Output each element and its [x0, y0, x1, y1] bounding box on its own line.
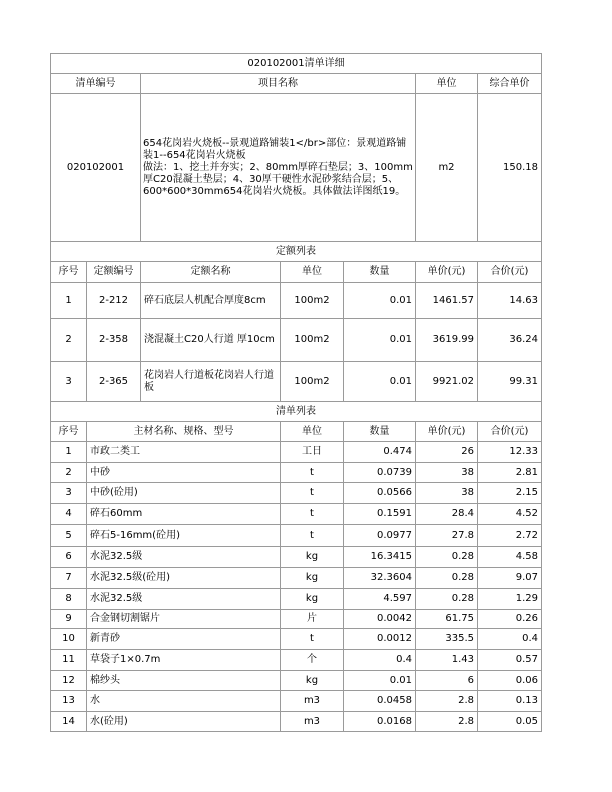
material-row: [51, 463, 542, 483]
material-name: 水泥32.5级: [87, 547, 281, 568]
material-name: 碎石60mm: [87, 504, 281, 525]
material-no: 10: [51, 629, 87, 650]
material-unit: m3: [281, 691, 344, 712]
quota-price: 9921.02: [416, 362, 478, 402]
material-qty: 0.0977: [344, 525, 416, 547]
material-unit: kg: [281, 671, 344, 691]
quota-price: 1461.57: [416, 283, 478, 319]
material-name: 中砂: [87, 463, 281, 483]
material-row: [51, 483, 542, 504]
quota-header-code: 定额编号: [87, 262, 141, 283]
material-qty: 0.0566: [344, 483, 416, 504]
material-unit: 个: [281, 650, 344, 671]
item-description: 654花岗岩火烧板--景观道路铺装1</br>部位：景观道路铺装1--654花岗岩火烧板 做法：1、挖土并夯实；2、80mm厚碎石垫层；3、100mm厚C20混凝土垫层；4、30厚干硬性水泥砂浆结合层；5、600*600*30mm654花岗岩火烧板。具体做法详图纸19。: [141, 94, 416, 242]
quota-header-name: 定额名称: [141, 262, 281, 283]
quota-unit: 100m2: [281, 283, 344, 319]
material-no: 5: [51, 525, 87, 547]
item-unit: m2: [416, 94, 478, 242]
material-total: 0.4: [478, 629, 542, 650]
material-header-total: 合价(元): [478, 422, 542, 442]
material-no: 2: [51, 463, 87, 483]
material-row: [51, 547, 542, 568]
material-header-price: 单价(元): [416, 422, 478, 442]
quota-no: 3: [51, 362, 87, 402]
material-price: 0.28: [416, 568, 478, 589]
header-unit: 单位: [416, 74, 478, 94]
material-total: 12.33: [478, 442, 542, 463]
material-name: 棉纱头: [87, 671, 281, 691]
quota-name: 花岗岩人行道板花岗岩人行道板: [141, 362, 281, 402]
material-total: 0.26: [478, 610, 542, 629]
material-row: [51, 589, 542, 610]
material-price: 0.28: [416, 547, 478, 568]
quota-section-title: 定额列表: [51, 242, 542, 262]
quota-name: 碎石底层人机配合厚度8cm: [141, 283, 281, 319]
material-name: 水(砼用): [87, 712, 281, 732]
material-header-name: 主材名称、规格、型号: [87, 422, 281, 442]
material-unit: t: [281, 629, 344, 650]
material-no: 12: [51, 671, 87, 691]
material-total: 0.06: [478, 671, 542, 691]
quota-total: 14.63: [478, 283, 542, 319]
material-no: 1: [51, 442, 87, 463]
material-no: 13: [51, 691, 87, 712]
material-price: 2.8: [416, 691, 478, 712]
quota-header-qty: 数量: [344, 262, 416, 283]
material-price: 61.75: [416, 610, 478, 629]
material-total: 0.13: [478, 691, 542, 712]
material-qty: 0.1591: [344, 504, 416, 525]
quota-header-price: 单价(元): [416, 262, 478, 283]
material-row: [51, 671, 542, 691]
material-header-qty: 数量: [344, 422, 416, 442]
material-name: 水泥32.5级: [87, 589, 281, 610]
material-total: 9.07: [478, 568, 542, 589]
material-no: 3: [51, 483, 87, 504]
quota-qty: 0.01: [344, 319, 416, 362]
material-qty: 32.3604: [344, 568, 416, 589]
material-name: 水: [87, 691, 281, 712]
material-name: 新青砂: [87, 629, 281, 650]
quota-header-no: 序号: [51, 262, 87, 283]
item-price: 150.18: [478, 94, 542, 242]
quota-unit: 100m2: [281, 362, 344, 402]
material-unit: m3: [281, 712, 344, 732]
material-price: 28.4: [416, 504, 478, 525]
material-name: 中砂(砼用): [87, 483, 281, 504]
material-price: 2.8: [416, 712, 478, 732]
material-total: 0.57: [478, 650, 542, 671]
material-no: 8: [51, 589, 87, 610]
material-price: 0.28: [416, 589, 478, 610]
material-price: 6: [416, 671, 478, 691]
material-no: 6: [51, 547, 87, 568]
material-total: 4.58: [478, 547, 542, 568]
material-row: [51, 442, 542, 463]
material-row: [51, 610, 542, 629]
material-unit: kg: [281, 568, 344, 589]
material-price: 27.8: [416, 525, 478, 547]
quota-code: 2-212: [87, 283, 141, 319]
material-qty: 0.4: [344, 650, 416, 671]
quota-no: 2: [51, 319, 87, 362]
material-no: 11: [51, 650, 87, 671]
material-total: 0.05: [478, 712, 542, 732]
material-section-title: 清单列表: [51, 402, 542, 422]
material-qty: 0.0168: [344, 712, 416, 732]
material-qty: 0.01: [344, 671, 416, 691]
quota-header-total: 合价(元): [478, 262, 542, 283]
material-row: [51, 629, 542, 650]
detail-table: [50, 53, 542, 732]
material-row: [51, 650, 542, 671]
material-row: [51, 525, 542, 547]
material-qty: 0.0739: [344, 463, 416, 483]
quota-qty: 0.01: [344, 362, 416, 402]
material-unit: t: [281, 525, 344, 547]
material-no: 14: [51, 712, 87, 732]
header-code: 清单编号: [51, 74, 141, 94]
material-unit: t: [281, 463, 344, 483]
material-total: 2.81: [478, 463, 542, 483]
material-row: [51, 691, 542, 712]
material-price: 1.43: [416, 650, 478, 671]
material-name: 水泥32.5级(砼用): [87, 568, 281, 589]
quota-code: 2-365: [87, 362, 141, 402]
item-code: 020102001: [51, 94, 141, 242]
quota-qty: 0.01: [344, 283, 416, 319]
material-no: 4: [51, 504, 87, 525]
material-row: [51, 504, 542, 525]
material-price: 26: [416, 442, 478, 463]
quota-price: 3619.99: [416, 319, 478, 362]
material-name: 合金钢切割锯片: [87, 610, 281, 629]
material-total: 4.52: [478, 504, 542, 525]
material-unit: kg: [281, 589, 344, 610]
material-no: 7: [51, 568, 87, 589]
material-header-no: 序号: [51, 422, 87, 442]
material-unit: 工日: [281, 442, 344, 463]
material-total: 2.72: [478, 525, 542, 547]
material-unit: t: [281, 483, 344, 504]
material-price: 38: [416, 463, 478, 483]
material-qty: 0.0012: [344, 629, 416, 650]
material-row: [51, 568, 542, 589]
material-qty: 0.0458: [344, 691, 416, 712]
material-name: 草袋子1×0.7m: [87, 650, 281, 671]
material-qty: 0.0042: [344, 610, 416, 629]
header-price: 综合单价: [478, 74, 542, 94]
quota-total: 99.31: [478, 362, 542, 402]
quota-unit: 100m2: [281, 319, 344, 362]
material-total: 2.15: [478, 483, 542, 504]
material-total: 1.29: [478, 589, 542, 610]
material-qty: 4.597: [344, 589, 416, 610]
quota-no: 1: [51, 283, 87, 319]
material-row: [51, 712, 542, 732]
quota-name: 浇混凝土C20人行道 厚10cm: [141, 319, 281, 362]
material-price: 38: [416, 483, 478, 504]
material-header-unit: 单位: [281, 422, 344, 442]
quota-header-unit: 单位: [281, 262, 344, 283]
material-unit: 片: [281, 610, 344, 629]
material-price: 335.5: [416, 629, 478, 650]
material-qty: 16.3415: [344, 547, 416, 568]
material-name: 碎石5-16mm(砼用): [87, 525, 281, 547]
material-no: 9: [51, 610, 87, 629]
quota-total: 36.24: [478, 319, 542, 362]
header-name: 项目名称: [141, 74, 416, 94]
material-qty: 0.474: [344, 442, 416, 463]
quota-code: 2-358: [87, 319, 141, 362]
material-unit: t: [281, 504, 344, 525]
material-unit: kg: [281, 547, 344, 568]
page-title: 020102001清单详细: [51, 54, 542, 74]
material-name: 市政二类工: [87, 442, 281, 463]
